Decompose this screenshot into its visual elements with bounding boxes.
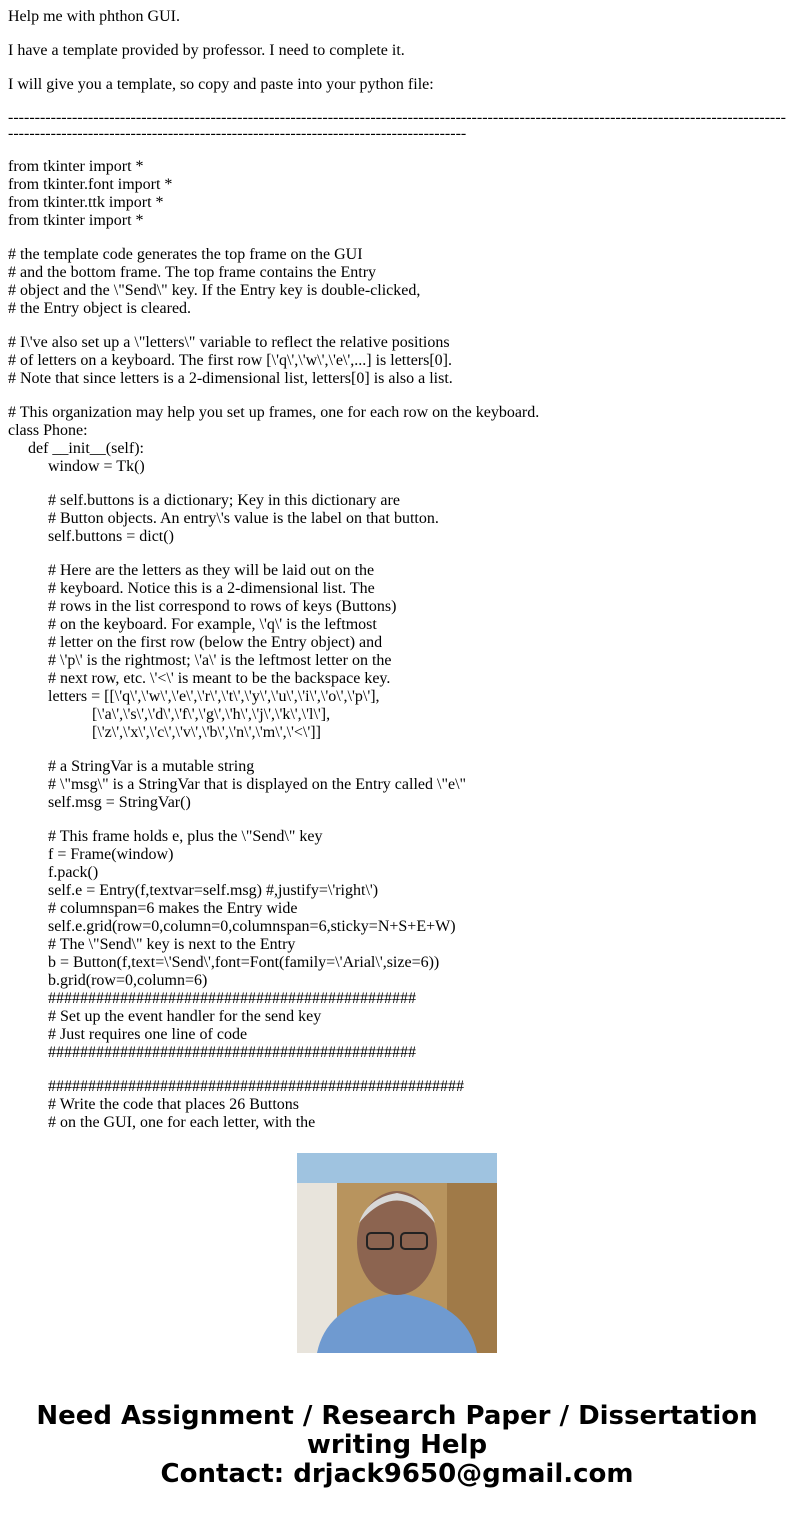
- blank-line: [8, 318, 786, 334]
- code-line: # the template code generates the top frame on the GUI: [8, 246, 363, 263]
- code-line: self.buttons = dict(): [48, 528, 174, 545]
- blank-line: [8, 742, 786, 758]
- code-line: # the Entry object is cleared.: [8, 300, 192, 317]
- code-line: # and the bottom frame. The top frame contains the Entry: [8, 264, 377, 281]
- code-line: # on the GUI, one for each letter, with the: [48, 1114, 316, 1131]
- code-line: from tkinter.ttk import *: [8, 194, 164, 211]
- blank-line: [8, 1062, 786, 1078]
- blank-line: [8, 230, 786, 246]
- code-line: letters = [[\'q\',\'w\',\'e\',\'r\',\'t\',\'y\',\'u\',\'i\',\'o\',\'p\'],: [48, 688, 380, 705]
- code-line: window = Tk(): [48, 458, 145, 475]
- code-line: f = Frame(window): [48, 846, 174, 863]
- blank-line: [8, 388, 786, 404]
- code-line: # Button objects. An entry\'s value is the label on that button.: [48, 510, 439, 527]
- code-line: # keyboard. Notice this is a 2-dimensional list. The: [48, 580, 375, 597]
- footer-contact: Contact: drjack9650@gmail.com: [160, 1459, 634, 1489]
- code-line: ####################################################: [48, 1078, 464, 1095]
- code-line: class Phone:: [8, 422, 88, 439]
- code-line: from tkinter import *: [8, 158, 144, 175]
- code-line: ##############################################: [48, 990, 416, 1007]
- code-line: b.grid(row=0,column=6): [48, 972, 208, 989]
- code-block: [8, 158, 786, 1132]
- code-line: # Here are the letters as they will be laid out on the: [48, 562, 375, 579]
- code-line: # \"msg\" is a StringVar that is displayed on the Entry called \"e\": [48, 776, 467, 793]
- code-line: # This frame holds e, plus the \"Send\" key: [48, 828, 323, 845]
- code-line: # Note that since letters is a 2-dimensional list, letters[0] is also a list.: [8, 370, 453, 387]
- intro-line: I will give you a template, so copy and paste into your python file:: [8, 76, 434, 93]
- code-line: # This organization may help you set up frames, one for each row on the keyboard.: [8, 404, 540, 421]
- code-line: # I\'ve also set up a \"letters\" variable to reflect the relative positions: [8, 334, 450, 351]
- blank-line: [8, 812, 786, 828]
- code-line: f.pack(): [48, 864, 99, 881]
- code-line: # Set up the event handler for the send key: [48, 1008, 322, 1025]
- separator-line: ----------------------------------------------------------------------------------------------------------------------------------------------------------------------------------------------------------------------------------------: [8, 109, 786, 142]
- footer-banner: [0, 1402, 794, 1489]
- code-line: # The \"Send\" key is next to the Entry: [48, 936, 296, 953]
- code-line: # on the keyboard. For example, \'q\' is the leftmost: [48, 616, 377, 633]
- code-line: b = Button(f,text=\'Send\',font=Font(family=\'Arial\',size=6)): [48, 954, 440, 971]
- code-line: # rows in the list correspond to rows of keys (Buttons): [48, 598, 397, 615]
- blank-line: [8, 546, 786, 562]
- code-line: # a StringVar is a mutable string: [48, 758, 255, 775]
- code-line: ##############################################: [48, 1044, 416, 1061]
- code-line: [\'z\',\'x\',\'c\',\'v\',\'b\',\'n\',\'m\',\'<\']]: [92, 724, 321, 741]
- code-line: def __init__(self):: [28, 440, 144, 457]
- footer-line: writing Help: [306, 1430, 488, 1460]
- author-avatar: [297, 1153, 497, 1353]
- code-line: # \'p\' is the rightmost; \'a\' is the leftmost letter on the: [48, 652, 392, 669]
- blank-line: [8, 476, 786, 492]
- footer-line: Need Assignment / Research Paper / Dissertation: [36, 1401, 758, 1431]
- code-line: from tkinter import *: [8, 212, 144, 229]
- code-line: # columnspan=6 makes the Entry wide: [48, 900, 298, 917]
- code-line: # object and the \"Send\" key. If the Entry key is double-clicked,: [8, 282, 421, 299]
- code-line: self.e = Entry(f,textvar=self.msg) #,justify=\'right\'): [48, 882, 379, 899]
- code-line: # self.buttons is a dictionary; Key in this dictionary are: [48, 492, 400, 509]
- code-line: from tkinter.font import *: [8, 176, 173, 193]
- code-line: # letter on the first row (below the Entry object) and: [48, 634, 383, 651]
- code-line: # Just requires one line of code: [48, 1026, 248, 1043]
- code-line: self.msg = StringVar(): [48, 794, 191, 811]
- intro-line: Help me with phthon GUI.: [8, 8, 180, 25]
- code-line: # of letters on a keyboard. The first row [\'q\',\'w\',\'e\',...] is letters[0].: [8, 352, 452, 369]
- code-line: [\'a\',\'s\',\'d\',\'f\',\'g\',\'h\',\'j\',\'k\',\'l\'],: [92, 706, 331, 723]
- code-line: # next row, etc. \'<\' is meant to be the backspace key.: [48, 670, 391, 687]
- code-line: self.e.grid(row=0,column=0,columnspan=6,sticky=N+S+E+W): [48, 918, 456, 935]
- intro-line: I have a template provided by professor. I need to complete it.: [8, 42, 405, 59]
- code-line: # Write the code that places 26 Buttons: [48, 1096, 299, 1113]
